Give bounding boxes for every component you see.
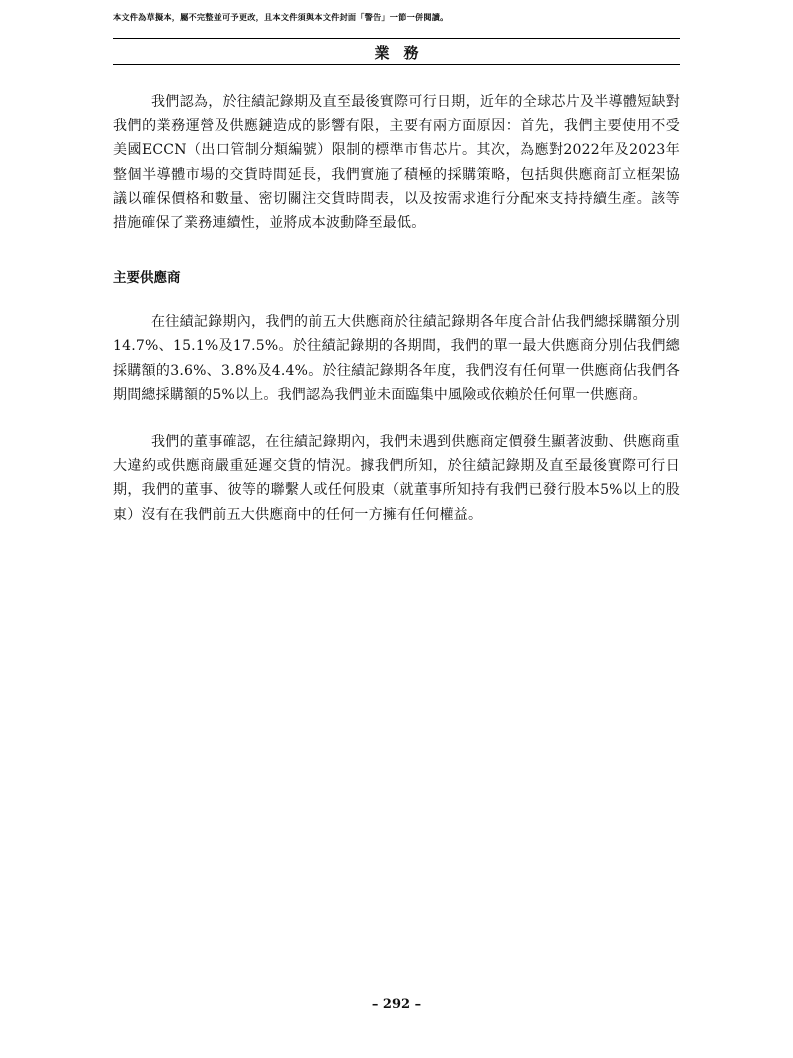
paragraph-supplier-concentration: 在往績記錄期內，我們的前五大供應商於往績記錄期各年度合計佔我們總採購額分別14.7%、15.1%及17.5%。於往績記錄期的各期間，我們的單一最大供應商分別佔我們總採購額的3.6%、3.8%及4.4%。於往績記錄期各年度，我們沒有任何單一供應商佔我們各期間總採購額的5%以上。我們認為我們並未面臨集中風險或依賴於任何單一供應商。	[113, 314, 680, 403]
paragraph-chip-shortage: 我們認為，於往績記錄期及直至最後實際可行日期，近年的全球芯片及半導體短缺對我們的業務運營及供應鏈造成的影響有限，主要有兩方面原因：首先，我們主要使用不受美國ECCN（出口管制分類編號）限制的標準市售芯片。其次，為應對2022年及2023年整個半導體市場的交貨時間延長，我們實施了積極的採購策略，包括與供應商訂立框架協議以確保價格和數量、密切關注交貨時間表，以及按需求進行分配來支持持續生產。該等措施確保了業務連續性，並將成本波動降至最低。	[113, 94, 680, 232]
paragraph-director-confirmation: 我們的董事確認，在往績記錄期內，我們未遇到供應商定價發生顯著波動、供應商重大違約或供應商嚴重延遲交貨的情況。據我們所知，於往績記錄期及直至最後實際可行日期，我們的董事、彼等的聯繫人或任何股東（就董事所知持有我們已發行股本5%以上的股東）沒有在我們前五大供應商中的任何一方擁有任何權益。	[113, 434, 680, 523]
page-number: – 292 –	[371, 997, 422, 1012]
section-title: 業務	[374, 44, 433, 62]
header-top-rule	[113, 38, 680, 39]
draft-notice: 本文件為草擬本，屬不完整並可予更改，且本文件須與本文件封面「警告」一節一併閱讀。	[113, 12, 449, 22]
heading-major-suppliers: 主要供應商	[113, 270, 181, 287]
document-body	[113, 90, 680, 527]
header-bottom-rule	[113, 64, 680, 65]
